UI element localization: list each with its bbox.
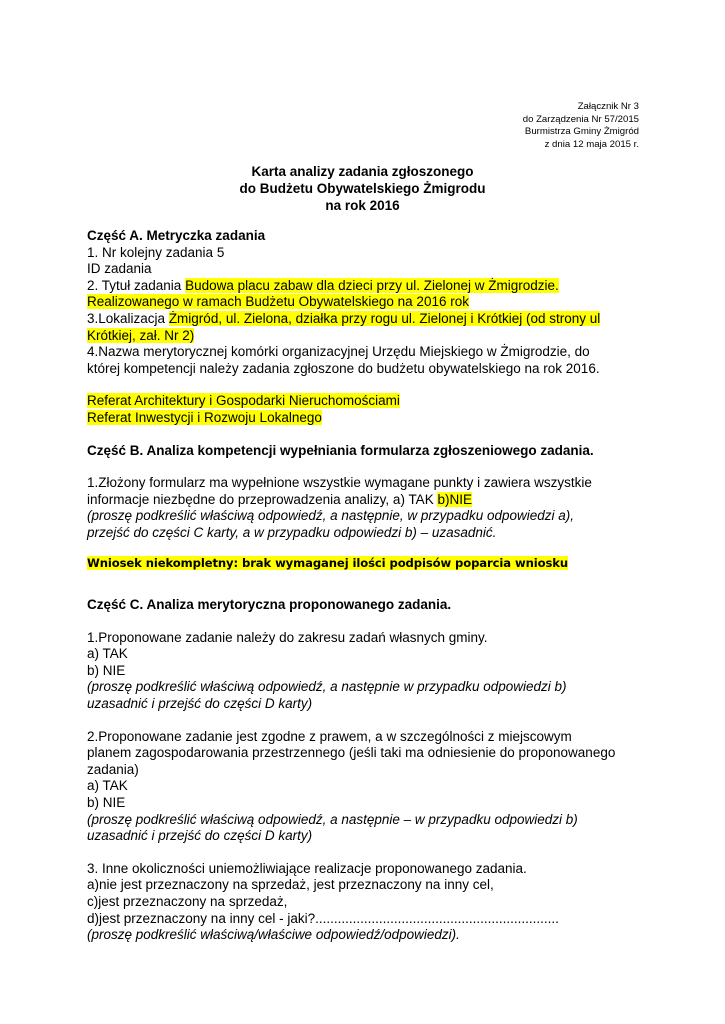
- part-c-q3-note: (proszę podkreślić właściwą/właściwe odpowiedź/odpowiedzi).: [87, 927, 460, 943]
- part-c-q2-note-2: uzasadnić i przejść do części D karty): [87, 828, 313, 844]
- task-title-value-2: Realizowanego w ramach Budżetu Obywatelskiego na 2016 rok: [87, 294, 469, 310]
- unit-question-line-2: której kompetencji należy zadania zgłoszone do budżetu obywatelskiego na rok 2016.: [87, 360, 600, 376]
- task-number: 1. Nr kolejny zadania 5: [87, 244, 225, 260]
- part-c-q1-note-1: (proszę podkreślić właściwą odpowiedź, a następnie w przypadku odpowiedzi b): [87, 679, 567, 695]
- part-b-justification: Wniosek niekompletny: brak wymaganej ilości podpisów poparcia wniosku: [87, 555, 569, 570]
- location-line: [87, 311, 639, 328]
- annex-line-4: z dnia 12 maja 2015 r.: [544, 138, 639, 150]
- part-c-q3-option-d: d)jest przeznaczony na inny cel - jaki?.................................................................: [87, 910, 559, 926]
- department-2: Referat Inwestycji i Rozwoju Lokalnego: [87, 409, 322, 425]
- part-c-q2-option-a: a) TAK: [87, 778, 128, 794]
- part-b-heading: Część B. Analiza kompetencji wypełniania formularza zgłoszeniowego zadania.: [87, 442, 594, 458]
- task-title-line-2: [87, 294, 639, 311]
- location-value: Żmigród, ul. Zielona, działka przy rogu ul. Zielonej i Krótkiej (od strony ul: [168, 310, 601, 326]
- part-c-q3: 3. Inne okoliczności uniemożliwiające realizacje proponowanego zadania.: [87, 860, 527, 876]
- title-line-1: Karta analizy zadania zgłoszonego: [251, 164, 474, 179]
- task-title-label: 2. Tytuł zadania: [87, 277, 186, 293]
- task-id: ID zadania: [87, 261, 152, 277]
- annex-line-3: Burmistrza Gminy Żmigród: [524, 126, 639, 138]
- part-b-q1-line-1: 1.Złożony formularz ma wypełnione wszystkie wymagane punkty i zawiera wszystkie: [87, 475, 592, 491]
- part-b-note-2: przejść do części C karty, a w przypadku odpowiedzi b) – uzasadnić.: [87, 524, 497, 540]
- location-line-2: [87, 328, 639, 345]
- part-c-q1: 1.Proponowane zadanie należy do zakresu zadań własnych gminy.: [87, 629, 488, 645]
- part-c-q3-option-c: c)jest przeznaczony na sprzedaż,: [87, 894, 288, 909]
- part-c-q1-note-2: uzasadnić i przejść do części D karty): [87, 696, 313, 712]
- annex-line-1: Załącznik Nr 3: [577, 101, 639, 112]
- annex-line-2: do Zarządzenia Nr 57/2015: [522, 113, 639, 125]
- title-line-2: do Budżetu Obywatelskiego Żmigrodu: [239, 181, 486, 196]
- task-title-value: Budowa placu zabaw dla dzieci przy ul. Zielonej w Żmigrodzie.: [185, 277, 559, 293]
- title-line-3: na rok 2016: [325, 198, 400, 213]
- part-b-answer: b)NIE: [437, 491, 472, 507]
- part-c-q2-option-b: b) NIE: [87, 795, 126, 811]
- part-c-q1-option-a: a) TAK: [87, 646, 128, 662]
- part-b-note-1: (proszę podkreślić właściwą odpowiedź, a następnie, w przypadku odpowiedzi a),: [87, 508, 575, 524]
- document-title: [0, 163, 725, 214]
- location-value-2: Krótkiej, zał. Nr 2): [87, 327, 195, 343]
- part-c-q2-line-1: 2.Proponowane zadanie jest zgodne z prawem, a w szczególności z miejscowym: [87, 728, 572, 744]
- location-label: 3.Lokalizacja: [87, 310, 169, 326]
- part-c-q1-option-b: b) NIE: [87, 662, 126, 678]
- task-title-line: [87, 278, 639, 295]
- annex-note: [523, 101, 639, 151]
- part-c-q2-note-1: (proszę podkreślić właściwą odpowiedź, a następnie – w przypadku odpowiedzi b): [87, 811, 578, 827]
- part-c-q3-option-a: a)nie jest przeznaczony na sprzedaż, jest przeznaczony na inny cel,: [87, 877, 494, 893]
- unit-question-line-1: 4.Nazwa merytorycznej komórki organizacyjnej Urzędu Miejskiego w Żmigrodzie, do: [87, 344, 590, 360]
- department-1: Referat Architektury i Gospodarki Nieruchomościami: [87, 393, 400, 409]
- part-c-heading: Część C. Analiza merytoryczna proponowanego zadania.: [87, 597, 452, 613]
- part-b-q1-line-2: informacje niezbędne do przeprowadzenia analizy, a) TAK b)NIE: [87, 491, 472, 507]
- part-c-q2-line-2: planem zagospodarowania przestrzennego (jeśli taki ma odniesienie do proponowanego: [87, 745, 616, 761]
- part-c-q2-line-3: zadania): [87, 761, 139, 777]
- document-body: [87, 228, 639, 944]
- part-a-heading: Część A. Metryczka zadania: [87, 228, 266, 243]
